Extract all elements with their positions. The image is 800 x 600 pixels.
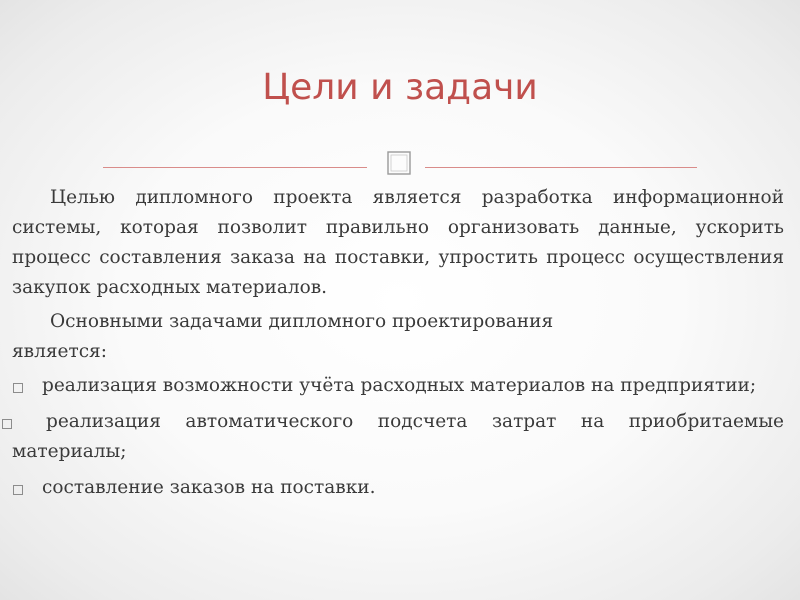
divider-line-right xyxy=(425,167,697,168)
tasks-intro-line1: Основными задачами дипломного проектирования xyxy=(50,311,554,332)
tasks-intro xyxy=(12,307,784,367)
task-bullet-2 xyxy=(12,407,784,467)
task-bullet-text: реализация автоматического подсчета затрат на приобритаемые материалы; xyxy=(12,411,784,462)
tasks-intro-line2: является: xyxy=(12,341,107,362)
goal-paragraph: Целью дипломного проекта является разработка информационной системы, которая позволит правильно организовать данные, ускорить процесс составления заказа на поставки, упростить процесс осуществления закупок расходных материалов. xyxy=(12,187,784,298)
divider-line-left xyxy=(103,167,367,168)
task-bullet-text: реализация возможности учёта расходных материалов на предприятии; xyxy=(42,375,757,396)
square-ornament-icon xyxy=(382,146,416,180)
task-bullet-1 xyxy=(12,371,784,401)
square-bullet-icon xyxy=(13,485,23,495)
square-bullet-icon xyxy=(2,419,12,429)
square-bullet-icon xyxy=(13,383,23,393)
slide-body xyxy=(12,183,784,503)
task-bullet-text: составление заказов на поставки. xyxy=(42,477,376,498)
slide-title: Цели и задачи xyxy=(262,67,538,108)
task-bullet-3 xyxy=(12,473,784,503)
